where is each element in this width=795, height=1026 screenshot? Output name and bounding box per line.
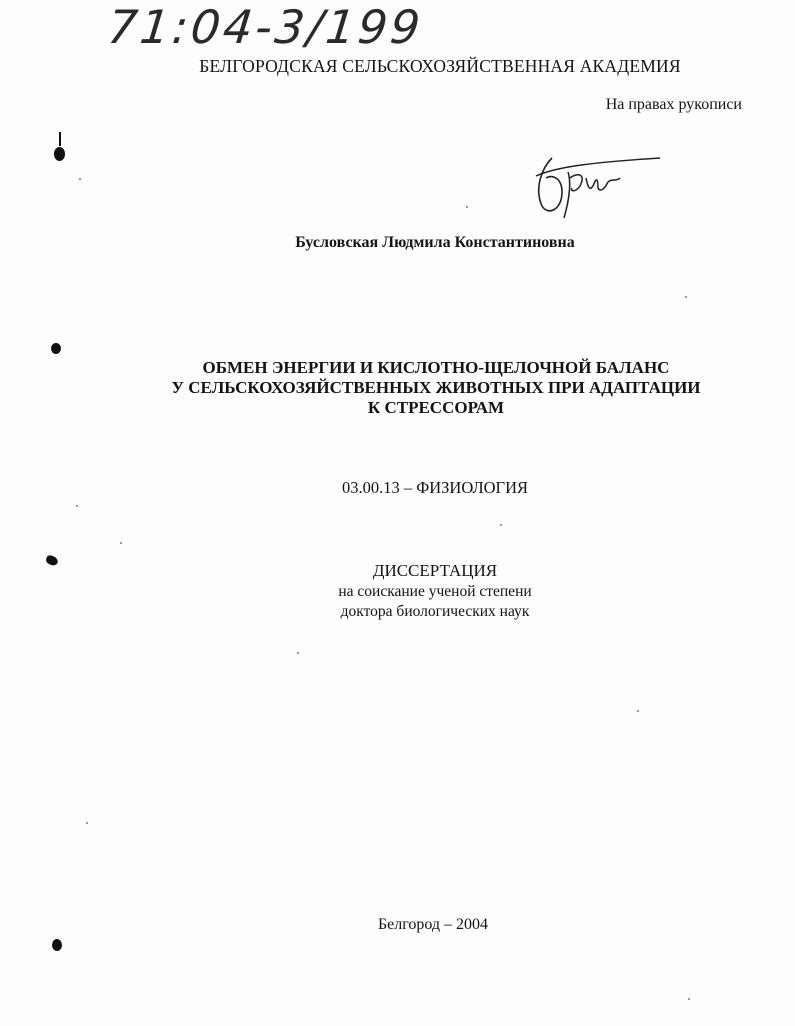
scan-speck: [688, 998, 690, 1000]
dissertation-title: [0, 358, 795, 418]
scan-mark: [51, 343, 61, 354]
scan-speck: [76, 505, 78, 507]
scan-speck: [79, 178, 81, 180]
scan-speck: [685, 296, 687, 298]
archive-code: 71:04-3/199: [105, 0, 426, 54]
title-line: ОБМЕН ЭНЕРГИИ И КИСЛОТНО-ЩЕЛОЧНОЙ БАЛАНС: [202, 358, 670, 377]
scan-speck: [86, 822, 88, 824]
rights-notice: На правах рукописи: [605, 96, 742, 113]
scan-speck: [637, 710, 639, 712]
author-name: Бусловская Людмила Константиновна: [295, 234, 575, 251]
scan-speck: [297, 652, 299, 654]
scan-mark: [59, 132, 61, 146]
author-signature: [528, 148, 668, 220]
document-type: ДИССЕРТАЦИЯ: [372, 561, 498, 580]
degree-line: на соискание ученой степени: [338, 583, 532, 600]
scan-mark: [54, 147, 65, 161]
city-year: Белгород – 2004: [377, 916, 489, 933]
degree-description: [0, 582, 795, 622]
scan-mark: [52, 939, 62, 951]
degree-line: доктора биологических наук: [340, 603, 530, 620]
scan-speck: [120, 542, 122, 544]
specialty-code: 03.00.13 – ФИЗИОЛОГИЯ: [341, 478, 529, 497]
title-line: У СЕЛЬСКОХОЗЯЙСТВЕННЫХ ЖИВОТНЫХ ПРИ АДАПТАЦИИ: [171, 378, 701, 397]
scan-speck: [466, 206, 468, 208]
scan-speck: [500, 524, 502, 526]
title-line: К СТРЕССОРАМ: [367, 398, 505, 417]
institution-name: БЕЛГОРОДСКАЯ СЕЛЬСКОХОЗЯЙСТВЕННАЯ АКАДЕМИЯ: [199, 56, 681, 76]
